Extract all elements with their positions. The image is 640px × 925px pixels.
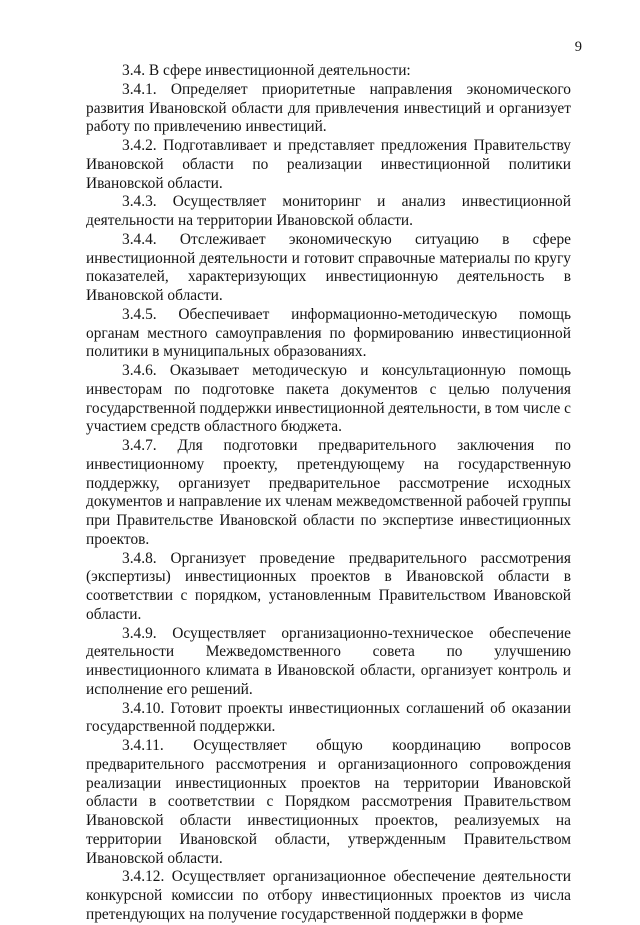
paragraph-3-4-5: 3.4.5. Обеспечивает информационно-методическую помощь органам местного самоуправления по формированию инвестиционной политики в муниципальных образованиях. xyxy=(86,305,571,361)
document-body xyxy=(86,62,571,925)
paragraph-3-4-12: 3.4.12. Осуществляет организационное обеспечение деятельности конкурсной комиссии по отбору инвестиционных проектов из числа претендующих на получение государственной поддержки в форме xyxy=(86,868,571,923)
paragraph-3-4-2: 3.4.2. Подготавливает и представляет предложения Правительству Ивановской области по реализации инвестиционной политики Ивановской области. xyxy=(86,137,571,192)
paragraph-3-4: 3.4. В сфере инвестиционной деятельности: xyxy=(122,62,411,79)
paragraph-3-4-6: 3.4.6. Оказывает методическую и консультационную помощь инвесторам по подготовке пакета документов с целью получения государственной поддержки инвестиционной деятельности, в том числе с участием средств областного бюджета. xyxy=(86,362,571,436)
paragraph-3-4-4: 3.4.4. Отслеживает экономическую ситуацию в сфере инвестиционной деятельности и готовит справочные материалы по кругу показателей, характеризующих инвестиционную деятельность в Ивановской области. xyxy=(86,230,571,304)
paragraph-3-4-8: 3.4.8. Организует проведение предварительного рассмотрения (экспертизы) инвестиционных проектов в Ивановской области в соответствии с порядком, установленным Правительством Ивановской области. xyxy=(86,549,571,623)
paragraph-3-4-1: 3.4.1. Определяет приоритетные направления экономического развития Ивановской области для привлечения инвестиций и организует работу по привлечению инвестиций. xyxy=(86,80,571,136)
page-number: 9 xyxy=(574,39,582,55)
paragraph-3-4-11: 3.4.11. Осуществляет общую координацию вопросов предварительного рассмотрения и организационного сопровождения реализации инвестиционных проектов на территории Ивановской области в соответствии с Порядком рассмотрения Правительством Ивановской области инвестиционных проектов, реализуемых на территории Ивановской области, утвержденным Правительством Ивановской области. xyxy=(86,737,571,867)
paragraph-3-4-7: 3.4.7. Для подготовки предварительного заключения по инвестиционному проекту, претендующему на государственную поддержку, организует предварительное рассмотрение исходных документов и направление их членам межведомственной рабочей группы при Правительстве Ивановской области по экспертизе инвестиционных проектов. xyxy=(86,437,571,548)
paragraph-3-4-10: 3.4.10. Готовит проекты инвестиционных соглашений об оказании государственной поддержки. xyxy=(86,699,571,736)
paragraph-3-4-3: 3.4.3. Осуществляет мониторинг и анализ инвестиционной деятельности на территории Ивановской области. xyxy=(86,193,571,229)
paragraph-3-4-9: 3.4.9. Осуществляет организационно-техническое обеспечение деятельности Межведомственного совета по улучшению инвестиционного климата в Ивановской области, организует контроль и исполнение его решений. xyxy=(86,624,571,698)
